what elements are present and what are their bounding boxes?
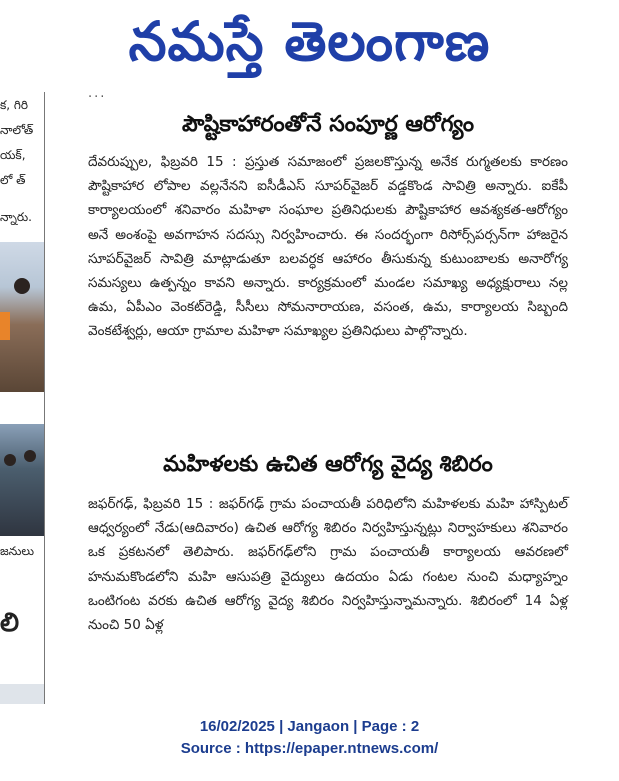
article-body: దేవరుప్పుల, ఫిబ్రవరి 15 : ప్రస్తుత సమాజంలో ప్రజలకొస్తున్న అనేక రుగ్మతలకు కారణం పౌష్టికాహార లోపాల వల్లనేనని ఐసీడీఎస్ సూపర్‌వైజర్ వడ్డకొండ సావిత్రి అన్నారు. ఐకేపీ కార్యాలయంలో శనివారం మహిళా సంఘాల ప్రతినిధులకు పౌష్టికాహార ఆవశ్యకత-ఆరోగ్యం అనే అంశంపై అవగాహన సదస్సు నిర్వహించారు. ఈ సందర్భంగా రిసోర్స్‌పర్సన్‌గా హాజరైన సూపర్‌వైజర్ సావిత్రి మాట్లాడుతూ బలవర్ధక ఆహారం తీసుకున్న కుటుంబాలకు అనారోగ్య సమస్యలు ఉత్పన్నం కావని అన్నారు. కార్యక్రమంలో మండల సమాఖ్య అధ్యక్షురాలు నల్ల ఉమ, ఏపీఎం వెంకట్‌రెడ్డి, సీసీలు సోమనారాయణ, వసంత, ఉమ, కార్యాలయ సిబ్బంది వెంకటేశ్వర్లు, ఆయా గ్రామాల మహిళా సమాఖ్యల ప్రతినిధులు పాల్గొన్నారు.: [88, 154, 568, 340]
left-text-fragment: జనులు: [0, 544, 35, 558]
newspaper-title: నమస్తే తెలంగాణ: [128, 9, 491, 73]
person-head-shape: [24, 450, 36, 462]
left-gray-block: [0, 684, 44, 704]
left-text-fragment: యక్,: [0, 148, 26, 162]
cut-text-line: ...: [88, 92, 107, 101]
left-text-fragment: న్నారు.: [0, 210, 32, 224]
article-body: జఫర్‌గఢ్, ఫిబ్రవరి 15 : జఫర్‌గఢ్ గ్రామ పంచాయతీ పరిధిలోని మహిళలకు మహి హాస్పిటల్ ఆధ్వర్యంలో నేడు(ఆదివారం) ఉచిత ఆరోగ్య శిబిరం నిర్వహిస్తున్నట్లు నిర్వాహకులు శనివారం ఒక ప్రకటనలో తెలిపారు. జఫర్‌గఢ్‌లోని గ్రామ పంచాయతీ కార్యాలయ ఆవరణలో హనుమకొండలోని మహి ఆసుపత్రి వైద్యులు ఉదయం ఏడు గంటల నుంచి మధ్యాహ్నం ఒంటిగంట వరకు ఉచిత ఆరోగ్య వైద్య శిబిరం నిర్వహిస్తున్నామన్నారు. శిబిరంలో 14 ఏళ్ల నుంచి 50 ఏళ్ల: [88, 496, 568, 634]
orange-cloth-shape: [0, 312, 10, 340]
person-head-shape: [14, 278, 30, 294]
left-photo-top: [0, 242, 44, 392]
left-column-fragment: [0, 92, 45, 704]
article-nutrition: [88, 92, 568, 344]
source-link[interactable]: Source : https://epaper.ntnews.com/: [180, 740, 439, 757]
left-text-fragment: లి: [0, 608, 20, 638]
person-head-shape: [4, 454, 16, 466]
source-footer: [0, 716, 619, 760]
column-divider: [44, 92, 45, 704]
article-health-camp: [88, 452, 568, 637]
article-headline: పౌష్టికాహారంతోనే సంపూర్ణ ఆరోగ్యం: [181, 112, 475, 137]
edition-info: 16/02/2025 | Jangaon | Page : 2: [199, 718, 420, 735]
masthead: [0, 0, 619, 82]
left-text-fragment: నాలోత్: [0, 123, 34, 137]
left-photo-bottom: [0, 424, 44, 536]
left-text-fragment: లో త్: [0, 173, 26, 187]
left-text-fragment: క, గిరి: [0, 98, 29, 112]
article-headline: మహిళలకు ఉచిత ఆరోగ్య వైద్య శిబిరం: [163, 452, 493, 477]
